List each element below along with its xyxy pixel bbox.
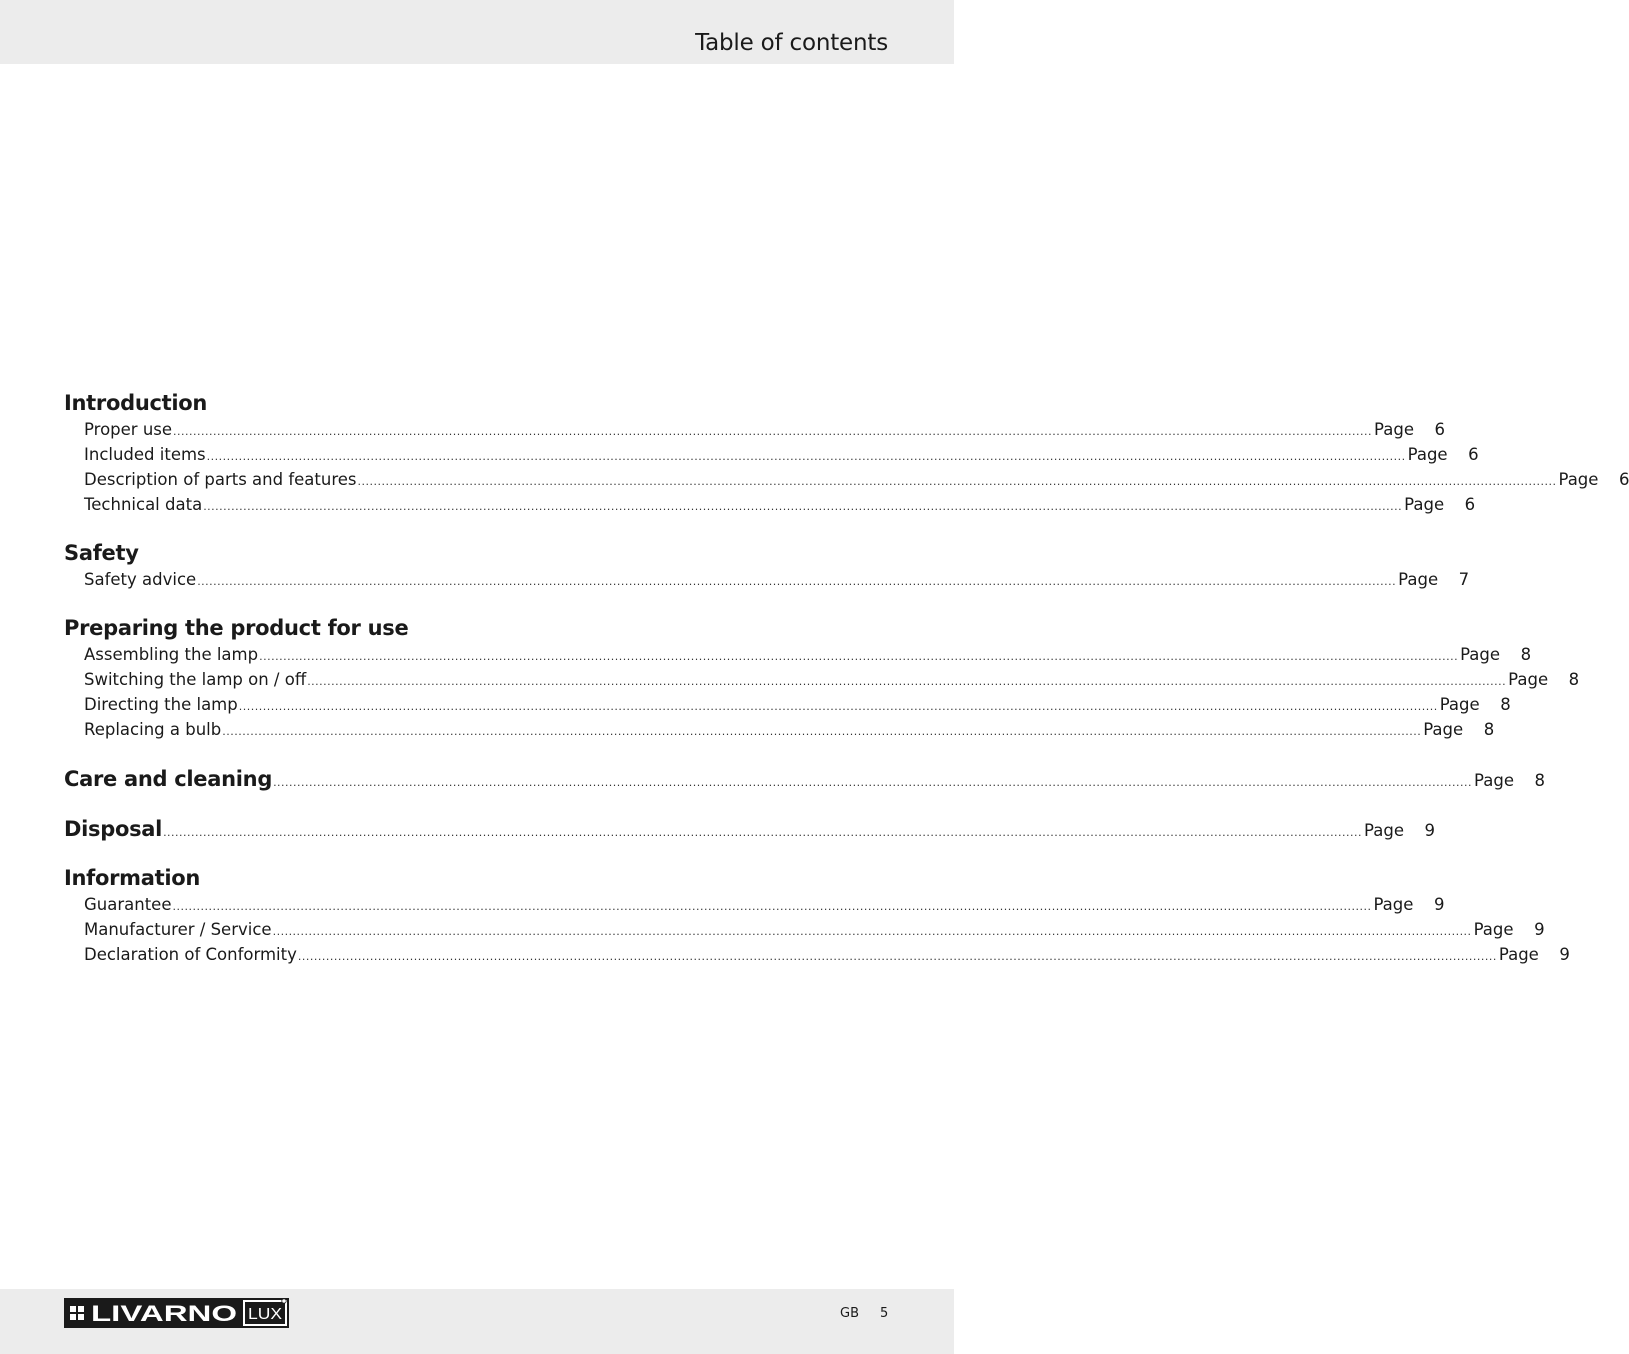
section-title-information: Information [64,866,201,890]
language-code: GB [840,1306,859,1321]
page-number: 6 [1618,470,1629,489]
page-word: Page [1474,771,1514,790]
page-word: Page [1423,720,1464,739]
toc-entry-label: Technical data [84,495,203,514]
dot-leader: ............................................................................................................................................................................................................................................................................................................ [238,700,1438,713]
page-title: Table of contents [695,30,888,56]
toc-entry[interactable] [84,942,1570,967]
page-word: Page [1373,895,1414,914]
dot-leader: ............................................................................................................................................................................................................................................................................................................ [272,925,1472,938]
section-title-preparing: Preparing the product for use [64,616,409,640]
toc-entry[interactable] [84,717,1495,742]
page-number: 9 [1424,821,1436,840]
toc-entry[interactable] [84,467,1629,492]
logo-lux-text: LUX [248,1306,283,1323]
page-word: Page [1407,445,1448,464]
toc-entry-label: Safety advice [84,570,197,589]
page-number-footer: 5 [880,1306,889,1321]
page-number: 8 [1534,771,1546,790]
toc-entry-label: Declaration of Conformity [84,945,297,964]
toc-entry-label: Directing the lamp [84,695,238,714]
section-title-safety: Safety [64,541,139,565]
toc-entry-disposal[interactable] [64,814,1436,844]
page-number: 6 [1468,445,1479,464]
toc-entry-label: Assembling the lamp [84,645,259,664]
page-word: Page [1404,495,1445,514]
toc-entry-label: Care and cleaning [64,767,273,791]
toc-entry-care-and-cleaning[interactable] [64,764,1546,794]
page-number: 8 [1520,645,1532,664]
logo-brand-text: LIVARNO [91,1301,237,1326]
dot-leader: ............................................................................................................................................................................................................................................................................................................ [273,776,1473,789]
toc-entry[interactable] [84,567,1470,592]
page-word: Page [1558,470,1599,489]
dot-leader: ............................................................................................................................................................................................................................................................................................................ [172,900,1372,913]
page-word: Page [1473,920,1514,939]
toc-entry-label: Switching the lamp on / off [84,670,307,689]
livarno-lux-logo [64,1298,288,1328]
page-number: 6 [1464,495,1476,514]
toc-entry[interactable] [84,492,1476,517]
toc-entry[interactable] [84,442,1479,467]
dot-leader: ............................................................................................................................................................................................................................................................................................................ [297,950,1497,963]
toc-entry[interactable] [84,892,1445,917]
page-word: Page [1439,695,1480,714]
dot-leader: ............................................................................................................................................................................................................................................................................................................ [259,650,1459,663]
page-word: Page [1460,645,1501,664]
toc-entry-label: Manufacturer / Service [84,920,272,939]
page-word: Page [1374,420,1414,439]
registered-mark-icon [282,1299,286,1303]
page-number: 7 [1458,570,1470,589]
toc-entry[interactable] [84,642,1532,667]
page-word: Page [1508,670,1549,689]
page-number: 6 [1434,420,1446,439]
toc-entry[interactable] [84,917,1545,942]
dot-leader: ............................................................................................................................................................................................................................................................................................................ [203,500,1403,513]
toc-entry-label: Included items [84,445,206,464]
page-number: 8 [1483,720,1495,739]
page-number: 8 [1568,670,1580,689]
page-word: Page [1498,945,1539,964]
toc-entry-label: Disposal [64,817,163,841]
toc-entry[interactable] [84,417,1446,442]
dot-leader: ............................................................................................................................................................................................................................................................................................................ [173,425,1373,438]
page-number: 9 [1534,920,1545,939]
dot-leader: ............................................................................................................................................................................................................................................................................................................ [307,675,1507,688]
toc-entry-label: Description of parts and features [84,470,357,489]
page-number: 9 [1433,895,1445,914]
dot-leader: ............................................................................................................................................................................................................................................................................................................ [222,725,1422,738]
toc-entry[interactable] [84,692,1511,717]
toc-entry-label: Guarantee [84,895,172,914]
dot-leader: ............................................................................................................................................................................................................................................................................................................ [197,575,1397,588]
page-word: Page [1364,821,1404,840]
page-word: Page [1398,570,1439,589]
page-number: 8 [1500,695,1511,714]
toc-entry-label: Replacing a bulb [84,720,222,739]
toc-entry-label: Proper use [84,420,173,439]
toc-entry[interactable] [84,667,1580,692]
page-number: 9 [1559,945,1570,964]
dot-leader: ............................................................................................................................................................................................................................................................................................................ [357,475,1557,488]
dot-leader: ............................................................................................................................................................................................................................................................................................................ [163,826,1363,839]
dot-leader: ............................................................................................................................................................................................................................................................................................................ [206,450,1406,463]
header-band [0,0,954,64]
section-title-introduction: Introduction [64,391,208,415]
